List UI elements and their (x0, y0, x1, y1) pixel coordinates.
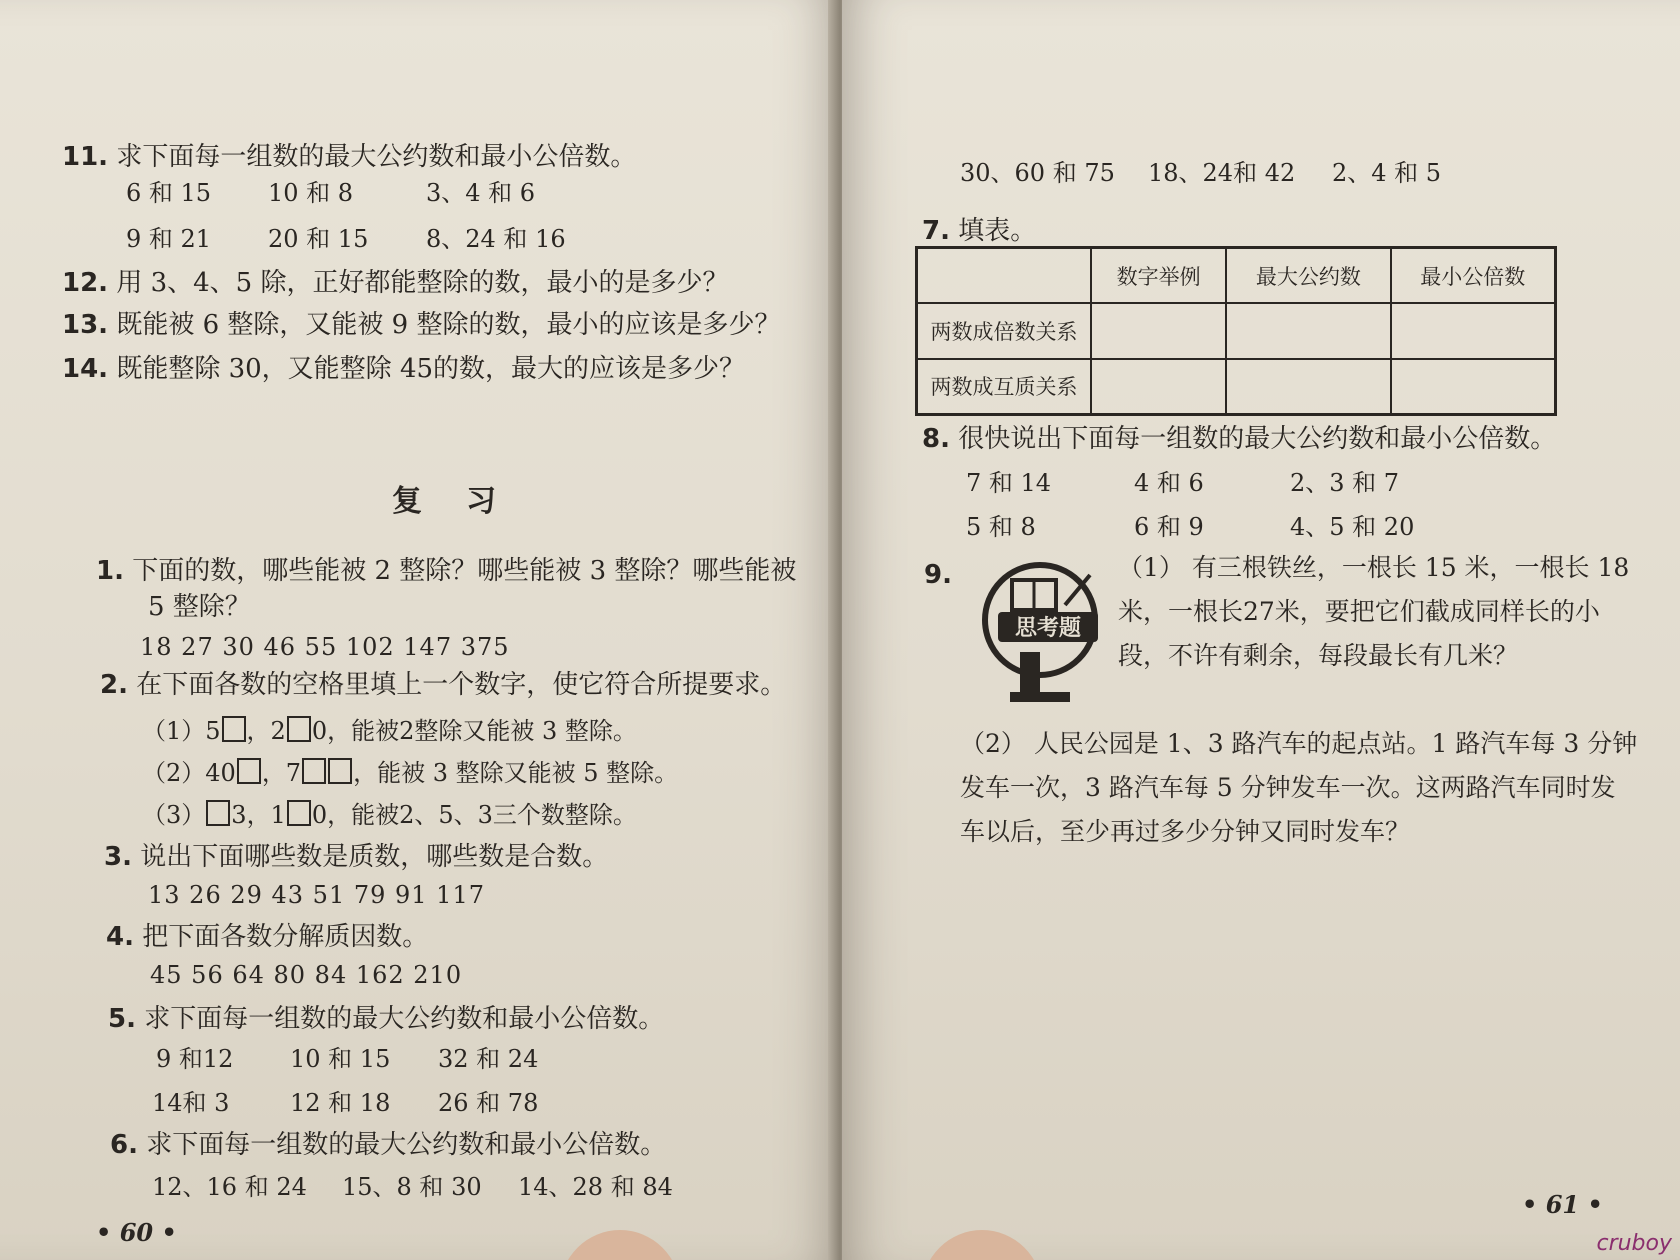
blank-box (287, 800, 311, 826)
review-1-text-cont: 5 整除？ (148, 592, 251, 622)
sub-text: 3 (231, 801, 247, 829)
problem-text: 求下面每一组数的最大公约数和最小公倍数。 (144, 1004, 665, 1034)
table-row (917, 359, 1556, 415)
table-cell[interactable] (1391, 359, 1556, 415)
problem-number: 8. (922, 424, 950, 454)
table-row-label: 两数成互质关系 (917, 359, 1092, 415)
problem-text: 把下面各数分解质因数。 (142, 922, 429, 952)
table-header: 最小公倍数 (1391, 248, 1556, 304)
table-row-label: 两数成倍数关系 (917, 303, 1092, 358)
problem-text: 用 3、4、5 除，正好都能整除的数，最小的是多少？ (116, 268, 729, 298)
table-cell[interactable] (1091, 303, 1226, 358)
fill-in-table (915, 246, 1557, 416)
value-group: 6 和 9 (1134, 513, 1204, 541)
review-3 (104, 842, 608, 872)
review-4 (106, 922, 428, 952)
value-group: 4、5 和 20 (1290, 513, 1415, 541)
value-group: 20 和 15 (268, 225, 369, 253)
value-group: 7 和 14 (966, 469, 1052, 497)
problem-text: 既能整除 30，又能整除 45的数，最大的应该是多少？ (116, 354, 746, 384)
problem-text: 填表。 (958, 216, 1037, 246)
problem-14 (62, 354, 745, 384)
problem-number: 11. (62, 142, 109, 172)
table-header-row (917, 248, 1556, 304)
review-6 (110, 1130, 666, 1160)
problem-number: 7. (922, 216, 950, 246)
sub-text: 0，能被2整除又能被 3 整除。 (311, 717, 637, 745)
value-group: 12 和 18 (290, 1089, 391, 1117)
problem-number: 14. (62, 354, 109, 384)
problem-number: 5. (108, 1004, 136, 1034)
problem-number: 1. (96, 556, 124, 586)
thumb (922, 1230, 1042, 1260)
sub-text: （2）40 (142, 759, 236, 787)
value-group: 10 和 8 (268, 179, 354, 207)
blank-box (287, 716, 311, 742)
blank-box (222, 716, 246, 742)
value-group: 32 和 24 (438, 1045, 539, 1073)
review-1 (96, 556, 796, 586)
review-3-values: 13 26 29 43 51 79 91 117 (148, 881, 485, 909)
value-group: 5 和 8 (966, 513, 1036, 541)
value-group: 9 和12 (156, 1045, 234, 1073)
review-1-values: 18 27 30 46 55 102 147 375 (140, 633, 510, 661)
sub-text: （1）5 (142, 717, 221, 745)
value-group: 8、24 和 16 (426, 225, 566, 253)
value-group: 30、60 和 75 (960, 159, 1115, 187)
table-header: 最大公约数 (1226, 248, 1390, 304)
problem-number: 12. (62, 268, 109, 298)
value-group: 6 和 15 (126, 179, 212, 207)
page-number: • 60 • (96, 1218, 177, 1247)
section-heading: 复习 (392, 484, 540, 519)
problem-number: 6. (110, 1130, 138, 1160)
sub-text: ，2 (246, 717, 286, 745)
problem-text: 求下面每一组数的最大公约数和最小公倍数。 (146, 1130, 667, 1160)
value-group: 14和 3 (152, 1089, 230, 1117)
value-group: 18、24和 42 (1148, 159, 1296, 187)
review-2-sub3 (142, 800, 637, 830)
value-group: 2、3 和 7 (1290, 469, 1400, 497)
table-row (917, 303, 1556, 358)
sub-text: （3） (142, 801, 206, 829)
value-group: 10 和 15 (290, 1045, 391, 1073)
value-group: 3、4 和 6 (426, 179, 536, 207)
problem-text: 说出下面哪些数是质数，哪些数是合数。 (140, 842, 609, 872)
review-9-question-1: （1） 有三根铁丝，一根长 15 米，一根长 18 米，一根长27米，要把它们截成同样长的小段，不许有剩余，每段最长有几米？ (1118, 553, 1630, 670)
sub-text: ，1 (246, 801, 286, 829)
problem-number: 3. (104, 842, 132, 872)
problem-number: 13. (62, 310, 109, 340)
problem-13 (62, 310, 780, 340)
problem-12 (62, 268, 728, 298)
review-2-sub2 (142, 758, 678, 788)
problem-number: 4. (106, 922, 134, 952)
table-cell[interactable] (1391, 303, 1556, 358)
value-group: 26 和 78 (438, 1089, 539, 1117)
blank-box (237, 758, 261, 784)
right-page (842, 0, 1680, 1260)
problem-number: 9. (924, 560, 952, 590)
sub-text: 0，能被2、5、3三个数整除。 (311, 801, 637, 829)
review-9-question-2: （2） 人民公园是 1、3 路汽车的起点站。1 路汽车每 3 分钟发车一次，3 路汽车每 5 分钟发车一次。这两路汽车同时发车以后，至少再过多少分钟又同时发车？ (960, 729, 1638, 846)
problem-text: 求下面每一组数的最大公约数和最小公倍数。 (116, 142, 637, 172)
left-page (0, 0, 838, 1260)
problem-number: 2. (100, 670, 128, 700)
blank-box (328, 758, 352, 784)
table-cell[interactable] (1226, 359, 1390, 415)
review-7 (922, 216, 1036, 246)
review-2-sub1 (142, 716, 637, 746)
value-group: 14、28 和 84 (518, 1173, 673, 1201)
problem-11 (62, 142, 636, 172)
table-header (917, 248, 1092, 304)
table-cell[interactable] (1091, 359, 1226, 415)
watermark: cruboy (1596, 1231, 1672, 1256)
review-2 (100, 670, 786, 700)
problem-text: 在下面各数的空格里填上一个数字，使它符合所提要求。 (136, 670, 787, 700)
review-8 (922, 424, 1556, 454)
page-number: • 61 • (1522, 1190, 1603, 1219)
value-group: 15、8 和 30 (342, 1173, 482, 1201)
table-cell[interactable] (1226, 303, 1390, 358)
value-group: 9 和 21 (126, 225, 212, 253)
value-group: 2、4 和 5 (1332, 159, 1442, 187)
blank-box (302, 758, 326, 784)
review-9 (924, 560, 952, 590)
problem-text: 很快说出下面每一组数的最大公约数和最小公倍数。 (958, 424, 1557, 454)
sub-text: ，能被 3 整除又能被 5 整除。 (353, 759, 679, 787)
sub-text: ，7 (261, 759, 302, 787)
review-4-values: 45 56 64 80 84 162 210 (150, 961, 463, 989)
logo-text: 思考题 (1014, 616, 1082, 641)
value-group: 12、16 和 24 (152, 1173, 307, 1201)
problem-text: 既能被 6 整除，又能被 9 整除的数，最小的应该是多少？ (116, 310, 781, 340)
table-header: 数字举例 (1091, 248, 1226, 304)
blank-box (206, 800, 230, 826)
problem-text: 下面的数，哪些能被 2 整除？哪些能被 3 整除？哪些能被 (132, 556, 797, 586)
thinking-problem-logo (970, 560, 1120, 710)
value-group: 4 和 6 (1134, 469, 1204, 497)
thumb (560, 1230, 680, 1260)
review-5 (108, 1004, 664, 1034)
